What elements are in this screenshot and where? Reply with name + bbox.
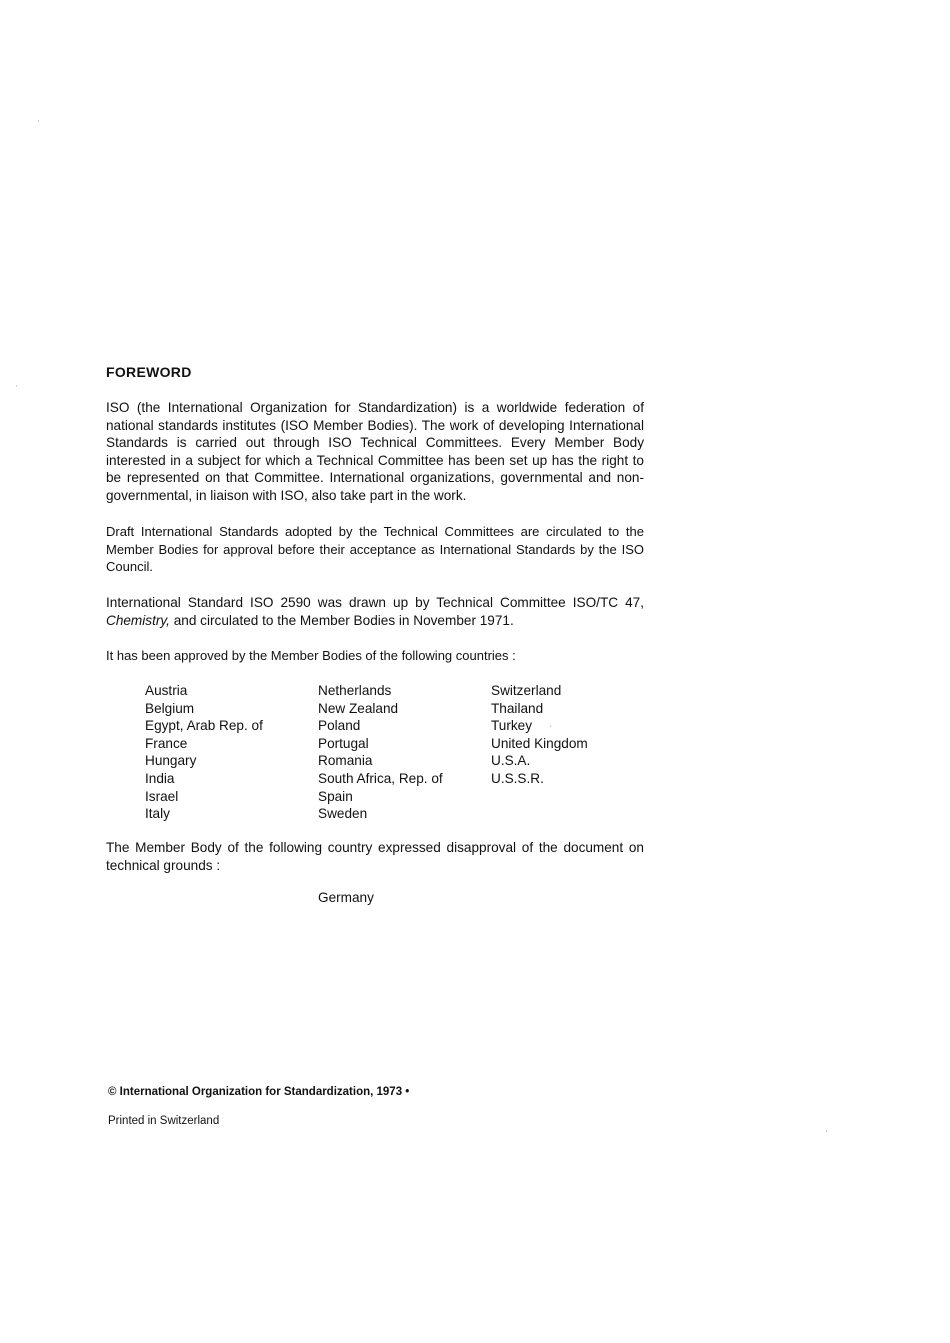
scan-speck <box>38 120 39 122</box>
country-list-column-1 <box>145 682 263 823</box>
country-item: France <box>145 735 188 751</box>
country-item: Austria <box>145 683 188 698</box>
paragraph-iso-2590-text-start: International Standard ISO 2590 was drawn up by Technical Committee ISO/TC 47, <box>106 595 644 610</box>
paragraph-iso-2590-committee-name: Chemistry, <box>106 612 170 628</box>
paragraph-iso-2590 <box>106 594 644 629</box>
country-item: Italy <box>145 806 170 822</box>
copyright-notice: © International Organization for Standardization, 1973 • <box>108 1086 410 1098</box>
paragraph-iso-description: ISO (the International Organization for Standardization) is a worldwide federation of national standards institutes (ISO Member Bodies). The work of developing International Standards is carried out through ISO Technical Committees. Every Member Body interested in a subject for which a Technical Committee has been set up has the right to be represented on that Committee. International organizations, governmental and non-governmental, in liaison with ISO, also take part in the work. <box>106 400 644 503</box>
paragraph-iso-2590-text-end: and circulated to the Member Bodies in November 1971. <box>169 612 514 628</box>
country-list-column-3 <box>491 682 588 788</box>
country-item: Thailand <box>491 700 544 716</box>
scan-speck <box>826 1130 827 1132</box>
country-item: South Africa, Rep. of <box>318 770 443 786</box>
country-item: Switzerland <box>491 683 562 698</box>
paragraph-approval-intro: It has been approved by the Member Bodies of the following countries : <box>106 648 516 663</box>
scan-speck <box>16 385 17 387</box>
country-item: Portugal <box>318 735 369 751</box>
country-item: Netherlands <box>318 683 392 698</box>
paragraph-disapproval-intro: The Member Body of the following country expressed disapproval of the document on technical grounds : <box>106 840 644 873</box>
country-item: Spain <box>318 788 353 804</box>
country-item: India <box>145 770 175 786</box>
country-item: Israel <box>145 788 179 804</box>
paragraph-draft-standards: Draft International Standards adopted by the Technical Committees are circulated to the Member Bodies for approval before their acceptance as International Standards by the ISO Council. <box>106 524 644 575</box>
country-item: Hungary <box>145 753 197 769</box>
foreword-heading: FOREWORD <box>106 364 192 380</box>
country-item: Sweden <box>318 806 368 822</box>
printed-location: Printed in Switzerland <box>108 1115 220 1127</box>
country-item: Egypt, Arab Rep. of <box>145 718 263 734</box>
country-item: New Zealand <box>318 700 399 716</box>
country-item: Romania <box>318 753 373 769</box>
country-item: U.S.A. <box>491 753 531 769</box>
country-item: Belgium <box>145 700 195 716</box>
scan-speck <box>550 725 551 727</box>
disapproval-country: Germany <box>318 890 374 905</box>
country-item: Turkey <box>491 718 533 734</box>
country-list-column-2 <box>318 682 443 823</box>
country-item: United Kingdom <box>491 735 588 751</box>
country-item: U.S.S.R. <box>491 770 544 786</box>
country-item: Poland <box>318 718 361 734</box>
